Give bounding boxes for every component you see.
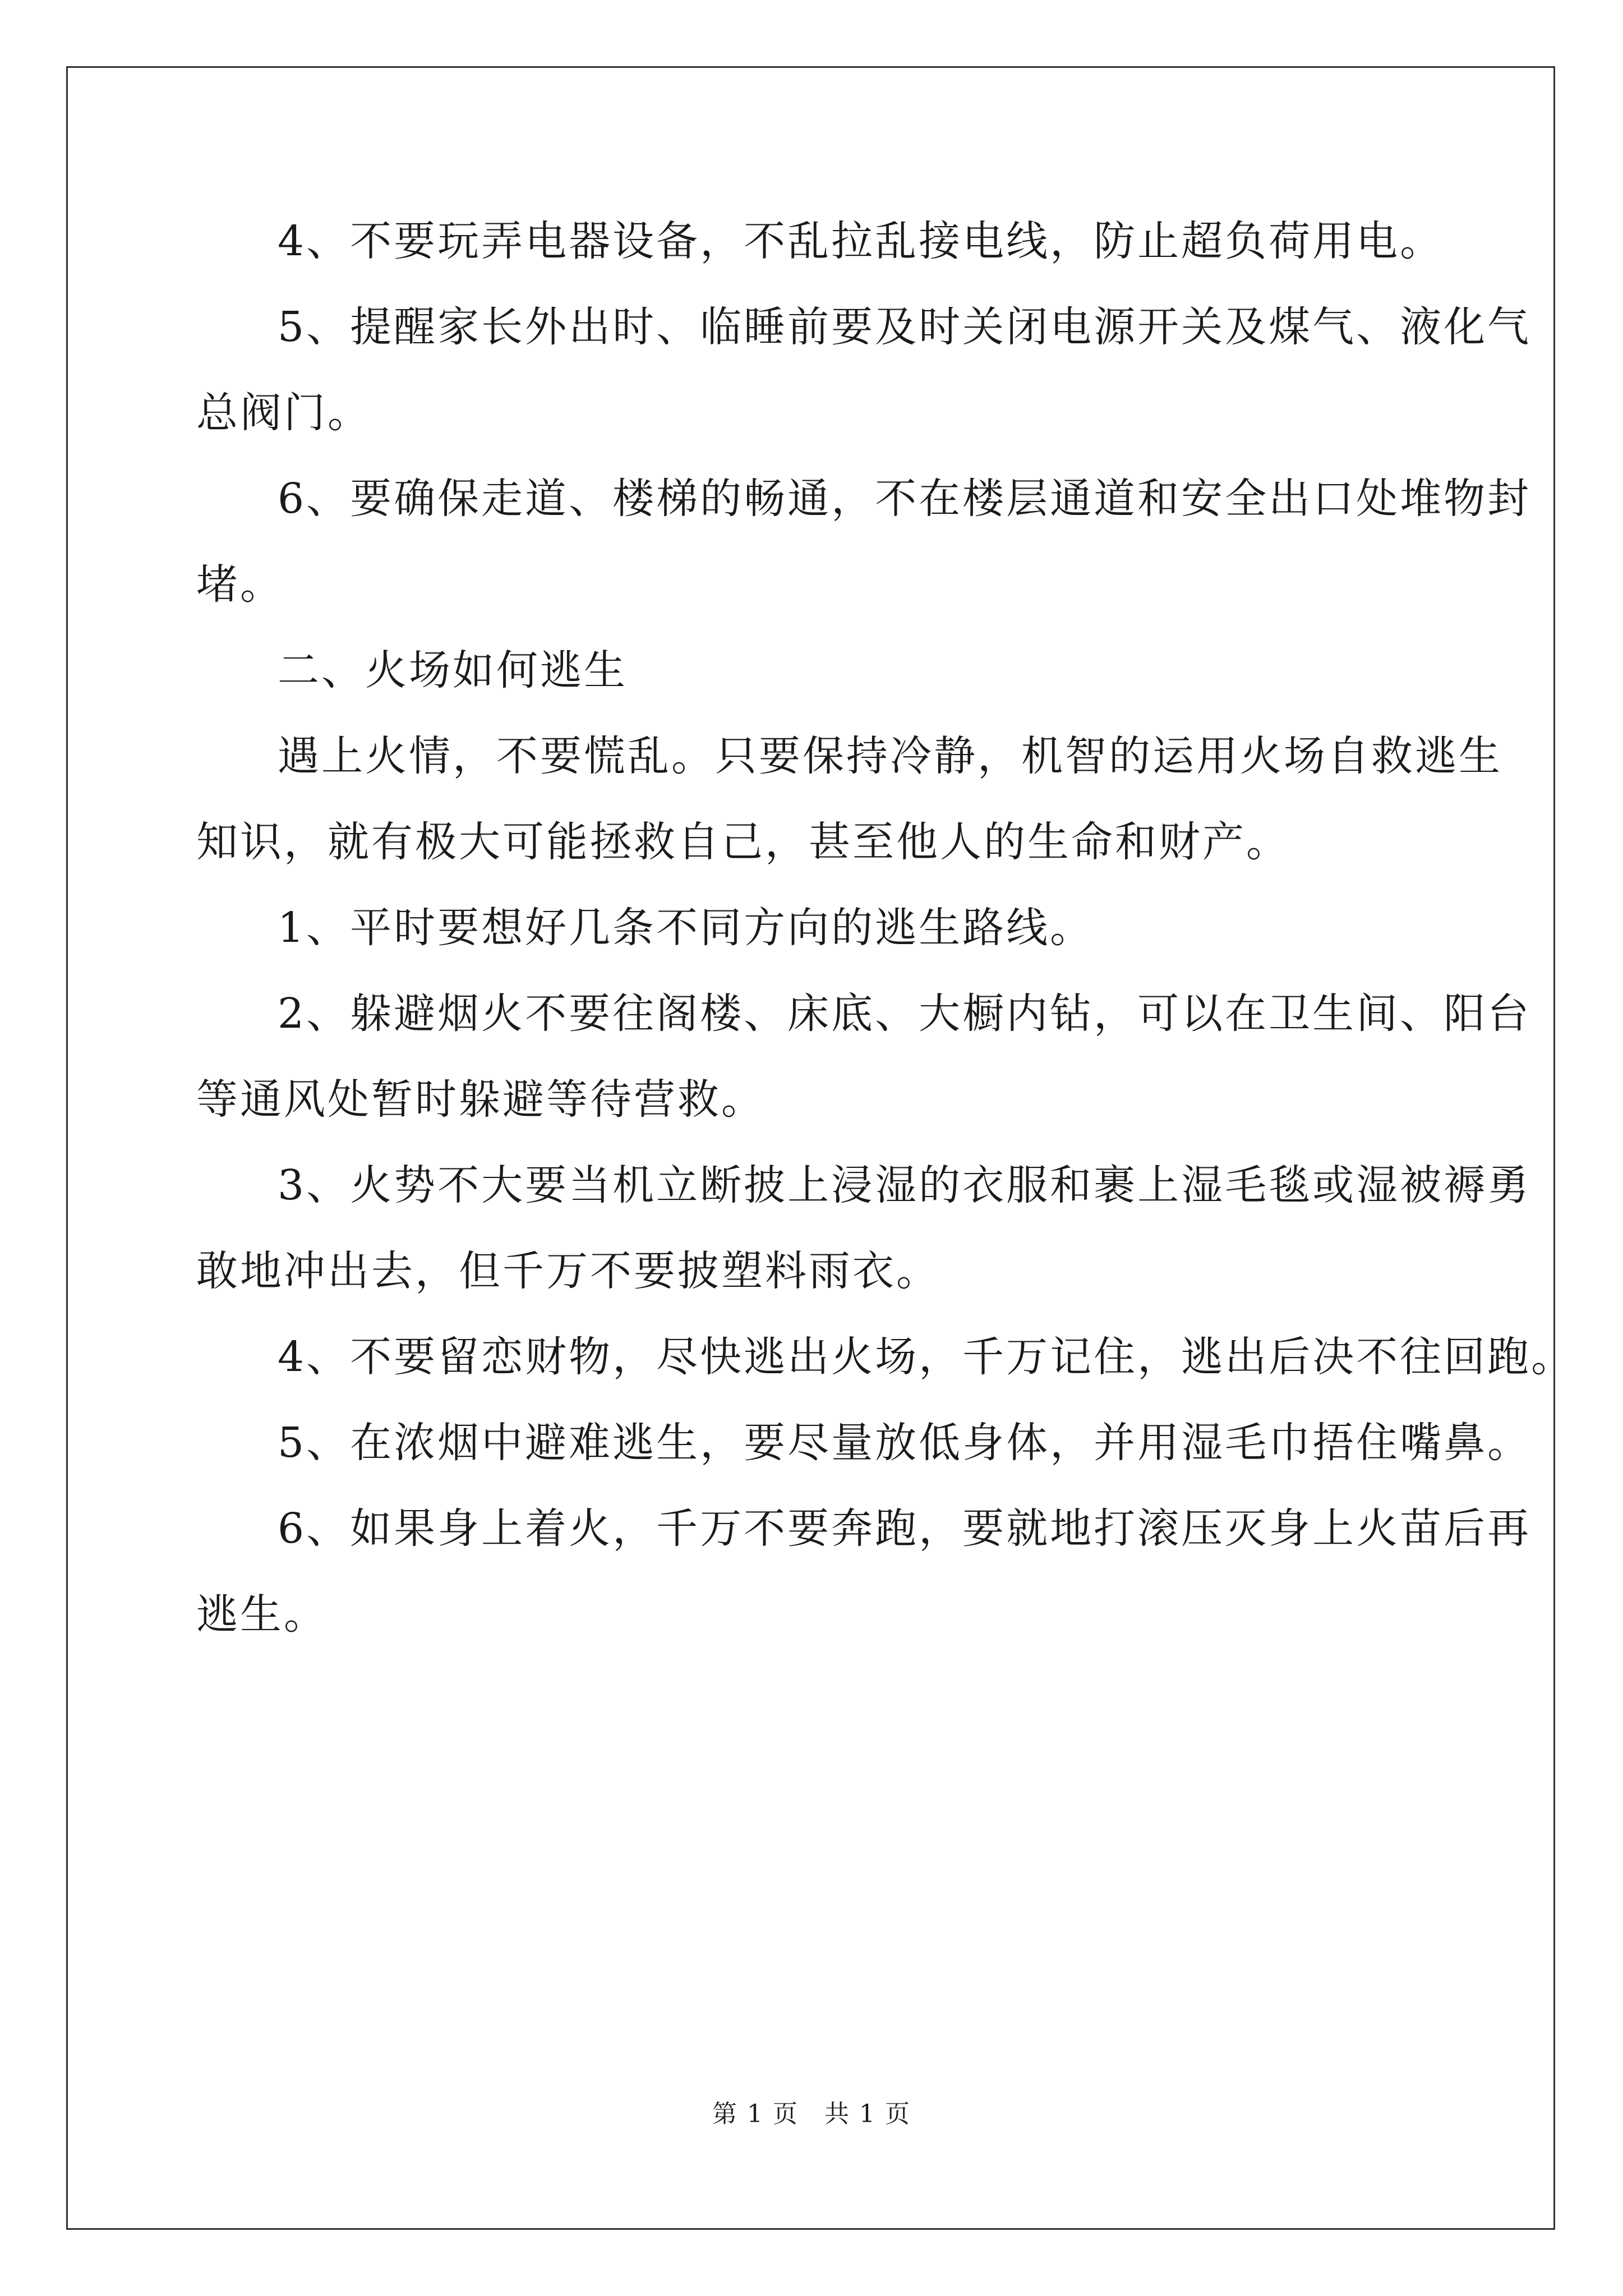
paragraph-line: 5、在浓烟中避难逃生，要尽量放低身体，并用湿毛巾捂住嘴鼻。	[278, 1419, 1532, 1467]
paragraph-line: 堵。	[196, 560, 284, 609]
paragraph-line: 总阀门。	[196, 389, 371, 437]
paragraph-line: 6、如果身上着火，千万不要奔跑，要就地打滚压灭身上火苗后再	[278, 1504, 1532, 1553]
paragraph-line: 1、平时要想好几条不同方向的逃生路线。	[278, 904, 1094, 952]
paragraph-line: 4、不要留恋财物，尽快逃出火场，千万记住，逃出后决不往回跑。	[278, 1333, 1575, 1381]
paragraph-line: 5、提醒家长外出时、临睡前要及时关闭电源开关及煤气、液化气	[278, 303, 1532, 351]
paragraph-line: 遇上火情，不要慌乱。只要保持冷静，机智的运用火场自救逃生	[278, 732, 1502, 780]
paragraph-line: 2、躲避烟火不要往阁楼、床底、大橱内钻，可以在卫生间、阳台	[278, 990, 1532, 1038]
paragraph-line: 4、不要玩弄电器设备，不乱拉乱接电线，防止超负荷用电。	[278, 217, 1444, 265]
paragraph-line: 3、火势不大要当机立断披上浸湿的衣服和裹上湿毛毯或湿被褥勇	[278, 1161, 1532, 1209]
paragraph-line: 逃生。	[196, 1590, 328, 1639]
paragraph-line: 敢地冲出去，但千万不要披塑料雨衣。	[196, 1247, 940, 1295]
paragraph-line: 6、要确保走道、楼梯的畅通，不在楼层通道和安全出口处堆物封	[278, 475, 1532, 523]
paragraph-line: 知识，就有极大可能拯救自己，甚至他人的生命和财产。	[196, 818, 1290, 866]
section-heading: 二、火场如何逃生	[278, 646, 628, 694]
paragraph-line: 等通风处暂时躲避等待营救。	[196, 1075, 765, 1124]
page-footer: 第 1 页 共 1 页	[712, 2100, 911, 2128]
